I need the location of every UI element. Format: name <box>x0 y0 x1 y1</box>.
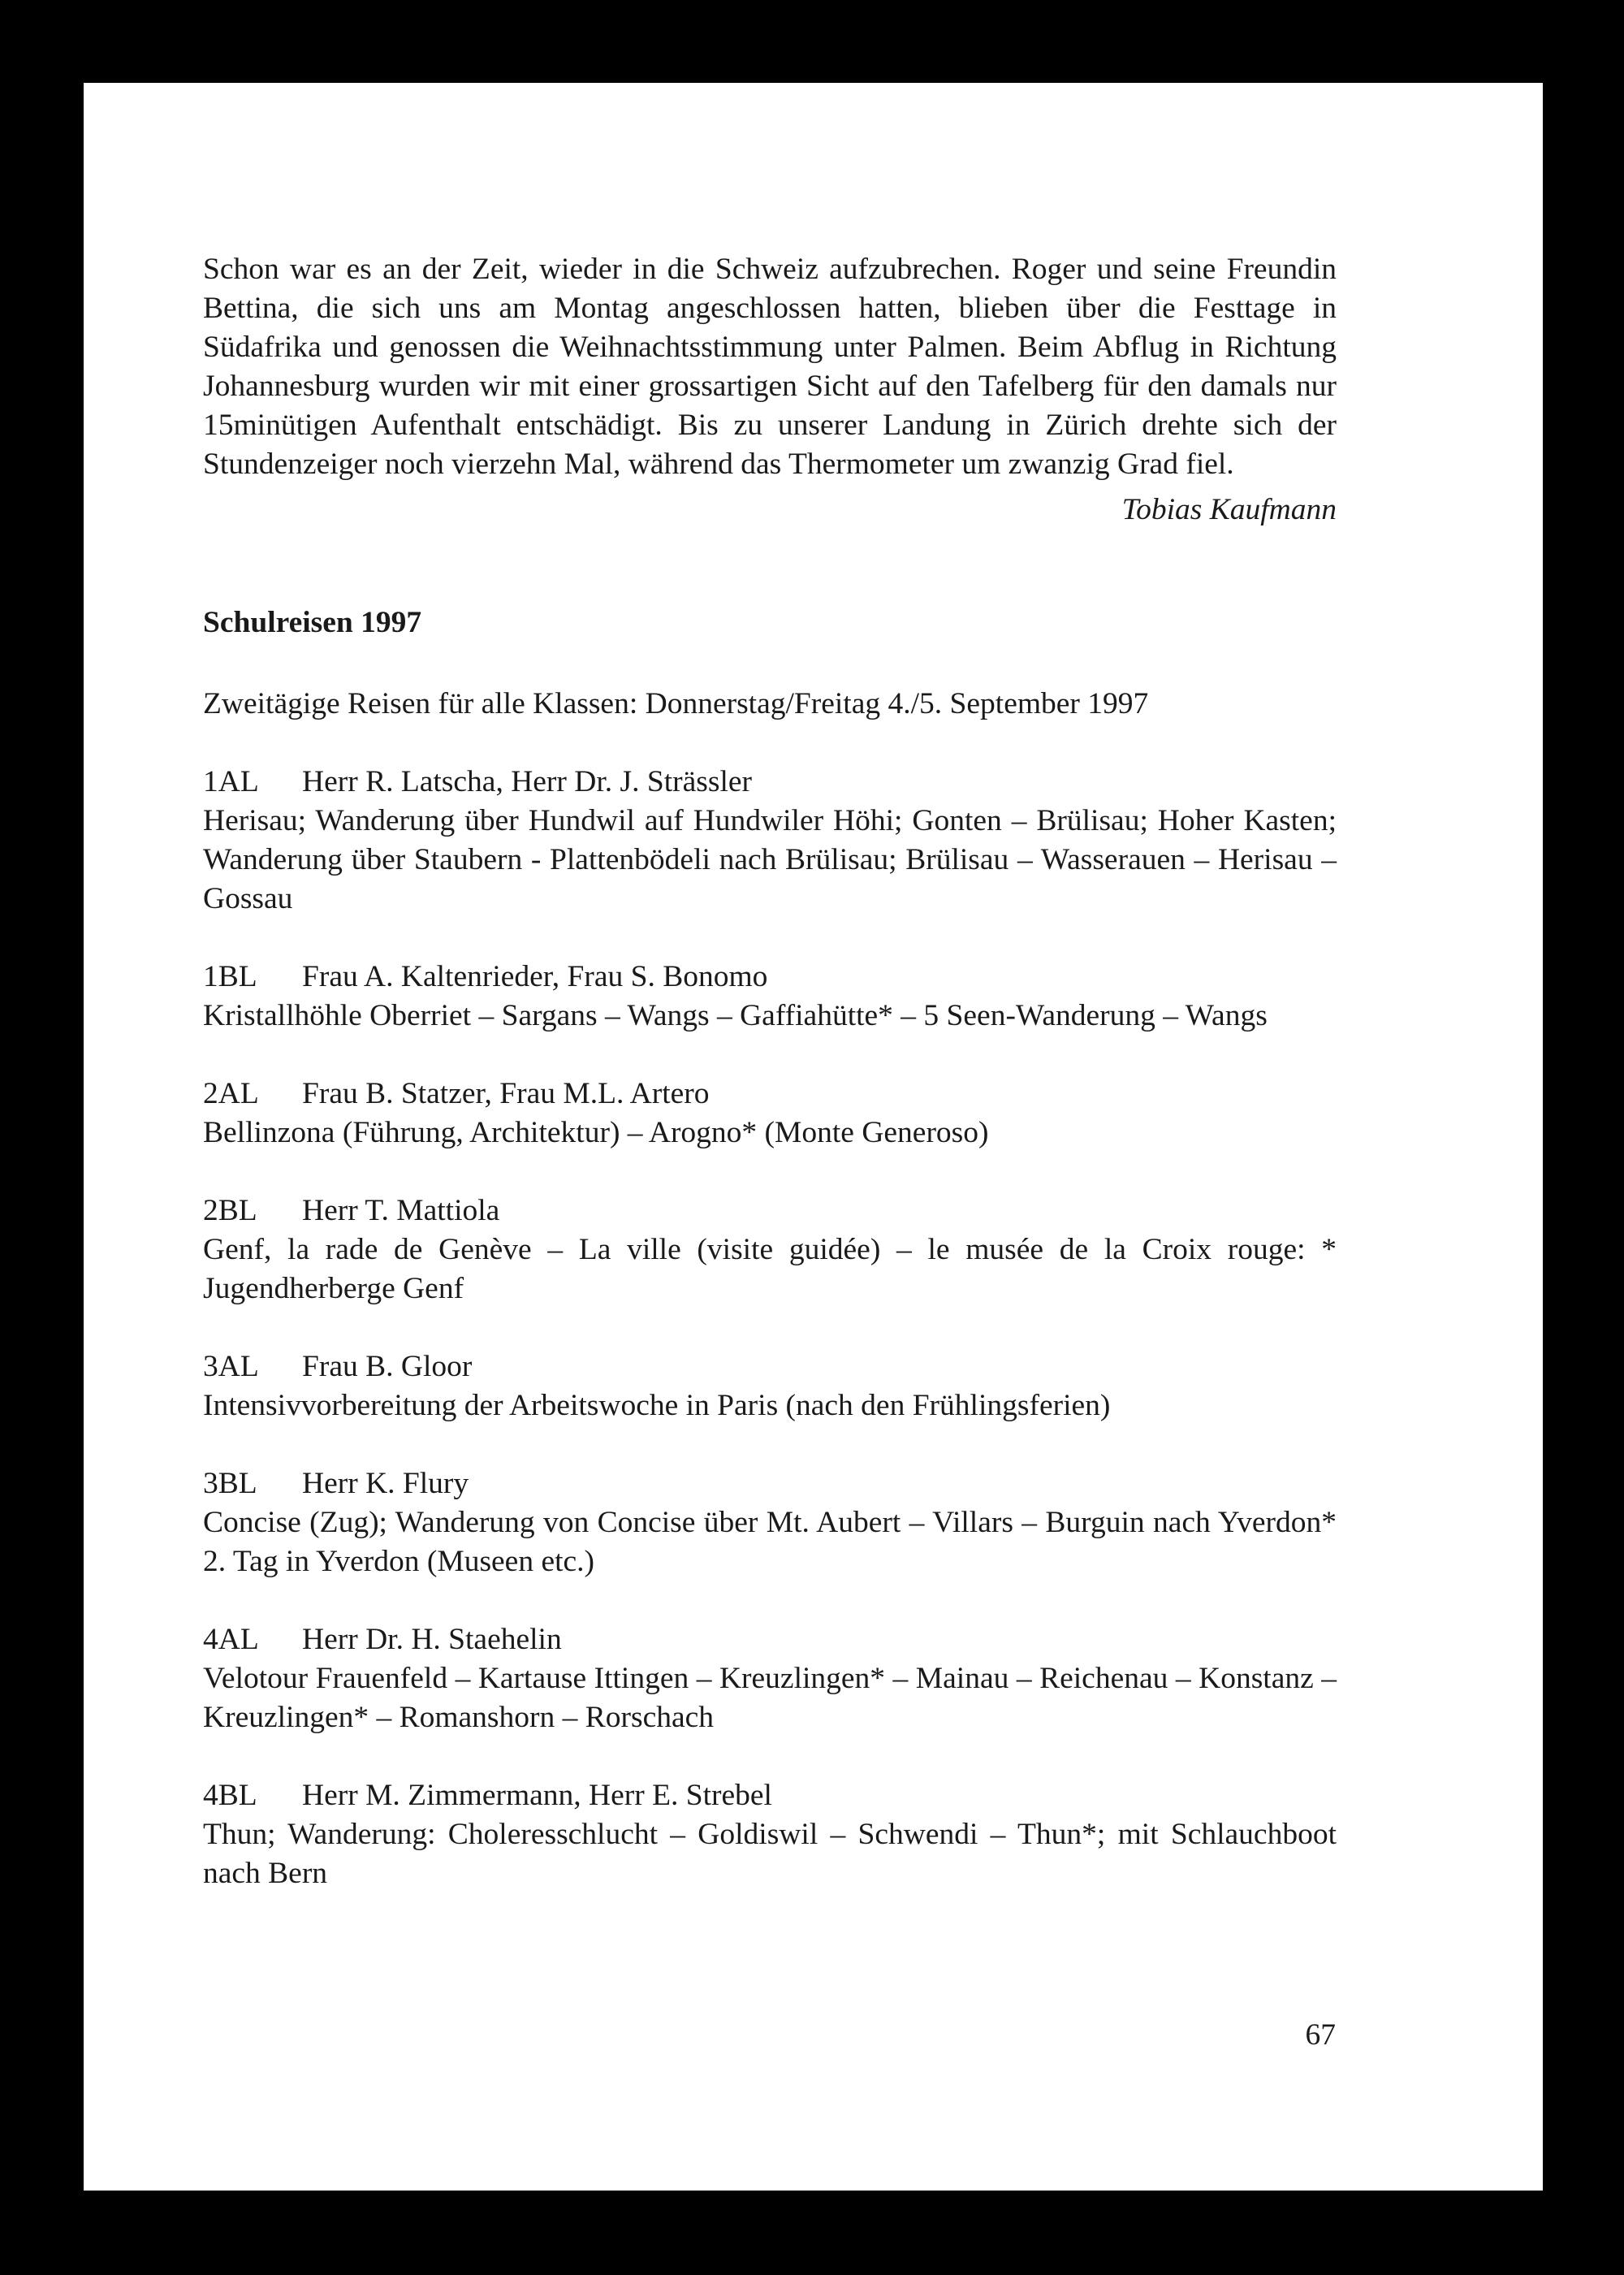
trip-route: Intensivvorbereitung der Arbeitswoche in Paris (nach den Frühlingsferien) <box>203 1389 1111 1422</box>
trip-entry-3bl <box>203 1464 1337 1581</box>
trip-header <box>203 1776 1337 1815</box>
trip-entry-1bl <box>203 958 1337 1036</box>
author-signature: Tobias Kaufmann <box>1121 493 1337 526</box>
trip-header <box>203 1464 1337 1503</box>
class-code: 4AL <box>203 1623 259 1656</box>
page-number: 67 <box>1305 2018 1336 2052</box>
article-paragraph: Schon war es an der Zeit, wieder in die Schweiz aufzubrechen. Roger und seine Freundin Bettina, die sich uns am Montag angeschlossen hatten, blieben über die Festtage in Südafrika und genossen die Weihnachtsstimmung unter Palmen. Beim Abflug in Richtung Johannesburg wurden wir mit einer grossartigen Sicht auf den Tafelberg für den damals nur 15minütigen Aufenthalt entschädigt. Bis zu unserer Landung in Zürich drehte sich der Stundenzeiger noch vierzehn Mal, während das Thermometer um zwanzig Grad fiel. <box>203 253 1337 481</box>
trip-entry-2bl <box>203 1192 1337 1308</box>
class-code: 4BL <box>203 1779 257 1812</box>
trip-entry-3al <box>203 1347 1337 1425</box>
trip-header <box>203 1620 1337 1659</box>
trip-entry-4bl <box>203 1776 1337 1893</box>
class-code: 3BL <box>203 1467 257 1500</box>
trip-route: Thun; Wanderung: Choleresschlucht – Goldiswil – Schwendi – Thun*; mit Schlauchboot nach Bern <box>203 1818 1337 1890</box>
trip-route: Herisau; Wanderung über Hundwil auf Hundwiler Höhi; Gonten – Brülisau; Hoher Kasten; Wanderung über Staubern - Plattenbödeli nach Brülisau; Brülisau – Wasserauen – Herisau – Gossau <box>203 804 1337 915</box>
trip-entry-4al <box>203 1620 1337 1737</box>
trip-entry-1al <box>203 763 1337 919</box>
class-code: 1AL <box>203 765 259 798</box>
teacher-names: Herr M. Zimmermann, Herr E. Strebel <box>302 1779 772 1812</box>
trip-header <box>203 1347 1337 1386</box>
trip-header <box>203 763 1337 802</box>
class-code: 1BL <box>203 960 257 993</box>
section-intro: Zweitägige Reisen für alle Klassen: Donnerstag/Freitag 4./5. September 1997 <box>203 687 1149 720</box>
trip-header <box>203 1075 1337 1114</box>
class-code: 2BL <box>203 1194 257 1227</box>
teacher-names: Herr Dr. H. Staehelin <box>302 1623 562 1656</box>
trip-route: Bellinzona (Führung, Architektur) – Arogno* (Monte Generoso) <box>203 1116 989 1149</box>
trip-route: Concise (Zug); Wanderung von Concise über Mt. Aubert – Villars – Burguin nach Yverdon* 2. Tag in Yverdon (Museen etc.) <box>203 1506 1337 1578</box>
teacher-names: Herr T. Mattiola <box>302 1194 500 1227</box>
class-code: 2AL <box>203 1077 259 1110</box>
teacher-names: Frau A. Kaltenrieder, Frau S. Bonomo <box>302 960 768 993</box>
teacher-names: Frau B. Statzer, Frau M.L. Artero <box>302 1077 710 1110</box>
class-code: 3AL <box>203 1350 259 1383</box>
teacher-names: Frau B. Gloor <box>302 1350 473 1383</box>
trip-route: Kristallhöhle Oberriet – Sargans – Wangs – Gaffiahütte* – 5 Seen-Wanderung – Wangs <box>203 999 1268 1032</box>
trip-entry-2al <box>203 1075 1337 1153</box>
section-title: Schulreisen 1997 <box>203 606 422 639</box>
trip-route: Genf, la rade de Genève – La ville (visite guidée) – le musée de la Croix rouge: * Jugendherberge Genf <box>203 1233 1337 1305</box>
teacher-names: Herr R. Latscha, Herr Dr. J. Strässler <box>302 765 753 798</box>
teacher-names: Herr K. Flury <box>302 1467 469 1500</box>
document-page <box>84 83 1543 2191</box>
trip-route: Velotour Frauenfeld – Kartause Ittingen – Kreuzlingen* – Mainau – Reichenau – Konstanz – Kreuzlingen* – Romanshorn – Rorschach <box>203 1662 1337 1734</box>
trip-header <box>203 1192 1337 1230</box>
page-content <box>203 250 1337 1893</box>
trip-header <box>203 958 1337 997</box>
